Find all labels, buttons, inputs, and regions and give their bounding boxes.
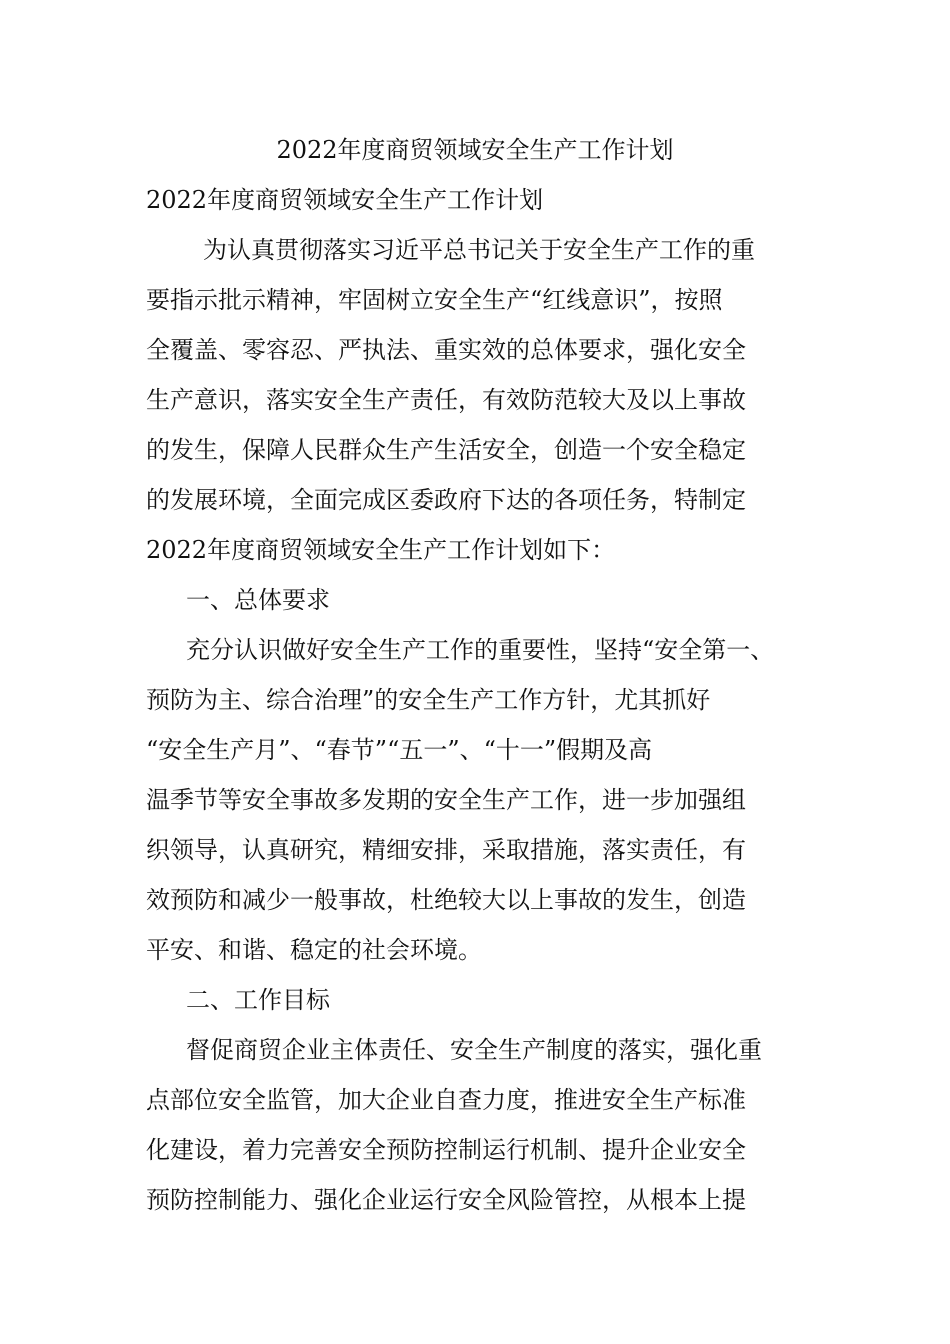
document-title: 2022年度商贸领域安全生产工作计划	[276, 136, 674, 164]
paragraph-line: 化建设，着力完善安全预防控制运行机制、提升企业安全	[146, 1136, 746, 1164]
paragraph-line: 织领导，认真研究，精细安排，采取措施，落实责任，有	[146, 836, 746, 864]
intro-line: 的发生，保障人民群众生产生活安全，创造一个安全稳定	[146, 436, 746, 464]
intro-line: 全覆盖、零容忍、严执法、重实效的总体要求，强化安全	[146, 336, 746, 364]
paragraph-line: 预防控制能力、强化企业运行安全风险管控，从根本上提	[146, 1186, 746, 1214]
paragraph-line: “安全生产月”、“春节”“五一”、“十一”假期及高	[146, 736, 653, 764]
intro-line: 2022年度商贸领域安全生产工作计划如下：	[146, 536, 616, 564]
document-subtitle: 2022年度商贸领域安全生产工作计划	[146, 186, 544, 214]
intro-line: 要指示批示精神，牢固树立安全生产“红线意识”，按照	[146, 286, 723, 314]
intro-line: 生产意识，落实安全生产责任，有效防范较大及以上事故	[146, 386, 746, 414]
paragraph-line: 温季节等安全事故多发期的安全生产工作，进一步加强组	[146, 786, 746, 814]
paragraph-line: 平安、和谐、稳定的社会环境。	[146, 936, 482, 964]
paragraph-line: 点部位安全监管，加大企业自查力度，推进安全生产标准	[146, 1086, 746, 1114]
paragraph-line: 效预防和减少一般事故，杜绝较大以上事故的发生，创造	[146, 886, 746, 914]
intro-line: 的发展环境，全面完成区委政府下达的各项任务，特制定	[146, 486, 746, 514]
paragraph-line: 预防为主、综合治理”的安全生产工作方针，尤其抓好	[146, 686, 711, 714]
paragraph-line: 督促商贸企业主体责任、安全生产制度的落实，强化重	[186, 1036, 762, 1064]
intro-line: 为认真贯彻落实习近平总书记关于安全生产工作的重	[203, 236, 755, 264]
paragraph-line: 充分认识做好安全生产工作的重要性，坚持“安全第一、	[186, 636, 775, 664]
section-heading-general-requirements: 一、总体要求	[186, 586, 330, 614]
section-heading-work-goals: 二、工作目标	[186, 986, 330, 1014]
